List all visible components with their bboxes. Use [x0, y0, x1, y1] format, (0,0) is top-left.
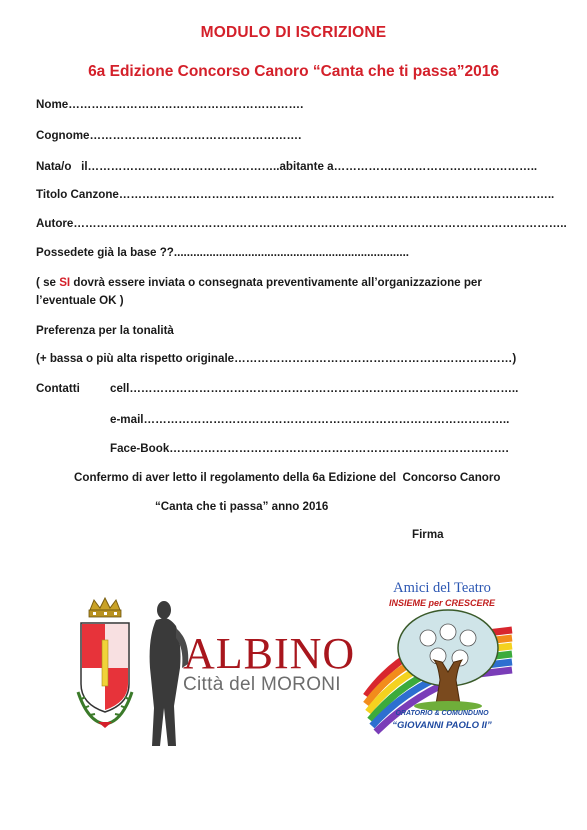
amici-title: Amici del Teatro — [393, 580, 491, 596]
field-facebook[interactable]: Face-Book……………………………………………………………………………. — [110, 442, 509, 455]
note-line-2: l’eventuale OK ) — [36, 294, 124, 307]
preferenza-label: Preferenza per la tonalità — [36, 324, 174, 337]
albino-crest-icon — [74, 596, 136, 731]
albino-wordmark: ALBINO — [183, 629, 356, 678]
field-possedete-base[interactable]: Possedete già la base ??......................................................................... — [36, 246, 410, 259]
amici-giovanni-paolo: “GIOVANNI PAOLO II” — [392, 720, 492, 731]
conferma-line-1: Confermo di aver letto il regolamento della 6a Edizione del Concorso Canoro — [74, 471, 501, 484]
note-line-1 — [36, 276, 482, 289]
albino-logo — [183, 629, 356, 696]
field-titolo-canzone[interactable]: Titolo Canzone………………………………………………………………………………………………….. — [36, 188, 555, 201]
form-subtitle: 6a Edizione Concorso Canoro “Canta che ti passa”2016 — [88, 63, 499, 80]
field-autore[interactable]: Autore……………………………………………………………………………………………………………….. — [36, 217, 567, 230]
form-title: MODULO DI ISCRIZIONE — [200, 24, 387, 41]
amici-oratorio: ORATORIO & COMUNDUNO — [395, 710, 489, 717]
contatti-label: Contatti — [36, 382, 80, 395]
field-cell[interactable]: cell……………………………………………………………………………………….. — [110, 382, 519, 395]
amici-subtitle: INSIEME per CRESCERE — [388, 598, 496, 608]
field-email[interactable]: e-mail………………………………………………………………………………….. — [110, 413, 510, 426]
field-cognome[interactable]: Cognome………………………………………………. — [36, 129, 302, 142]
field-tonalita[interactable]: (+ bassa o più alta rispetto originale………………………………………………………………) — [36, 352, 517, 365]
note-si: SI — [59, 276, 71, 289]
note-rest: dovrà essere inviata o consegnata preventivamente all’organizzazione per — [70, 276, 482, 289]
firma-label: Firma — [412, 528, 444, 541]
field-nato-abitante[interactable]: Nata/o il…………………………………………..abitante a…………………………………………….. — [36, 160, 538, 173]
conferma-line-2: “Canta che ti passa” anno 2016 — [155, 500, 329, 513]
note-prefix: ( se — [36, 276, 60, 289]
field-nome[interactable]: Nome……………………………………………………. — [36, 98, 304, 111]
albino-tagline: Città del MORONI — [183, 674, 341, 695]
